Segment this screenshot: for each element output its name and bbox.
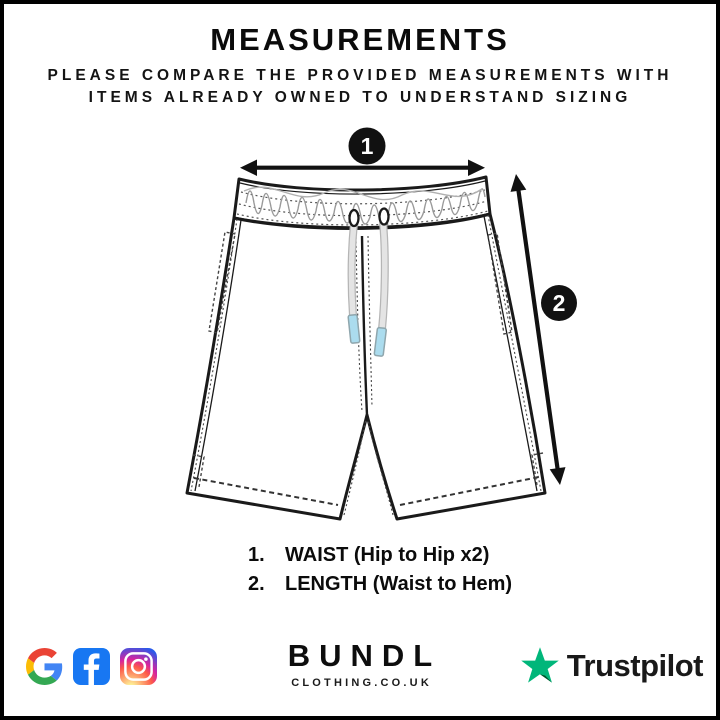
legend-label: WAIST (Hip to Hip x2) <box>285 544 490 566</box>
legend-item-length <box>248 570 512 599</box>
legend <box>248 541 512 599</box>
shorts-diagram <box>4 119 720 539</box>
legend-label: LENGTH (Waist to Hem) <box>285 573 513 595</box>
google-icon <box>26 648 63 685</box>
eyelet-right <box>380 209 389 225</box>
brand-domain: CLOTHING.CO.UK <box>291 677 432 689</box>
brand-name: BUNDL <box>287 638 442 673</box>
instagram-icon <box>120 648 157 685</box>
subtitle-line-1: PLEASE COMPARE THE PROVIDED MEASUREMENTS WITH <box>47 67 673 84</box>
legend-number: 2. <box>248 573 265 595</box>
badge-2 <box>541 285 577 321</box>
subtitle <box>4 65 716 109</box>
legend-number: 1. <box>248 544 265 566</box>
legend-item-waist <box>248 541 512 570</box>
page-title: MEASUREMENTS <box>210 22 510 57</box>
badge-2-number: 2 <box>552 290 566 316</box>
trustpilot-star-icon <box>520 646 560 686</box>
header <box>4 22 716 109</box>
shorts-body <box>187 214 545 519</box>
aglet-left <box>348 315 360 344</box>
trustpilot-logo <box>520 646 703 686</box>
waistband <box>234 177 490 228</box>
badge-1 <box>349 128 386 165</box>
eyelet-left <box>350 210 359 226</box>
badge-1-number: 1 <box>360 133 374 159</box>
social-logos <box>26 648 157 685</box>
brand-logo <box>287 638 442 689</box>
subtitle-line-2: ITEMS ALREADY OWNED TO UNDERSTAND SIZING <box>88 89 632 106</box>
facebook-icon <box>73 648 110 685</box>
footer <box>4 636 716 716</box>
trustpilot-label: Trustpilot <box>566 648 703 683</box>
